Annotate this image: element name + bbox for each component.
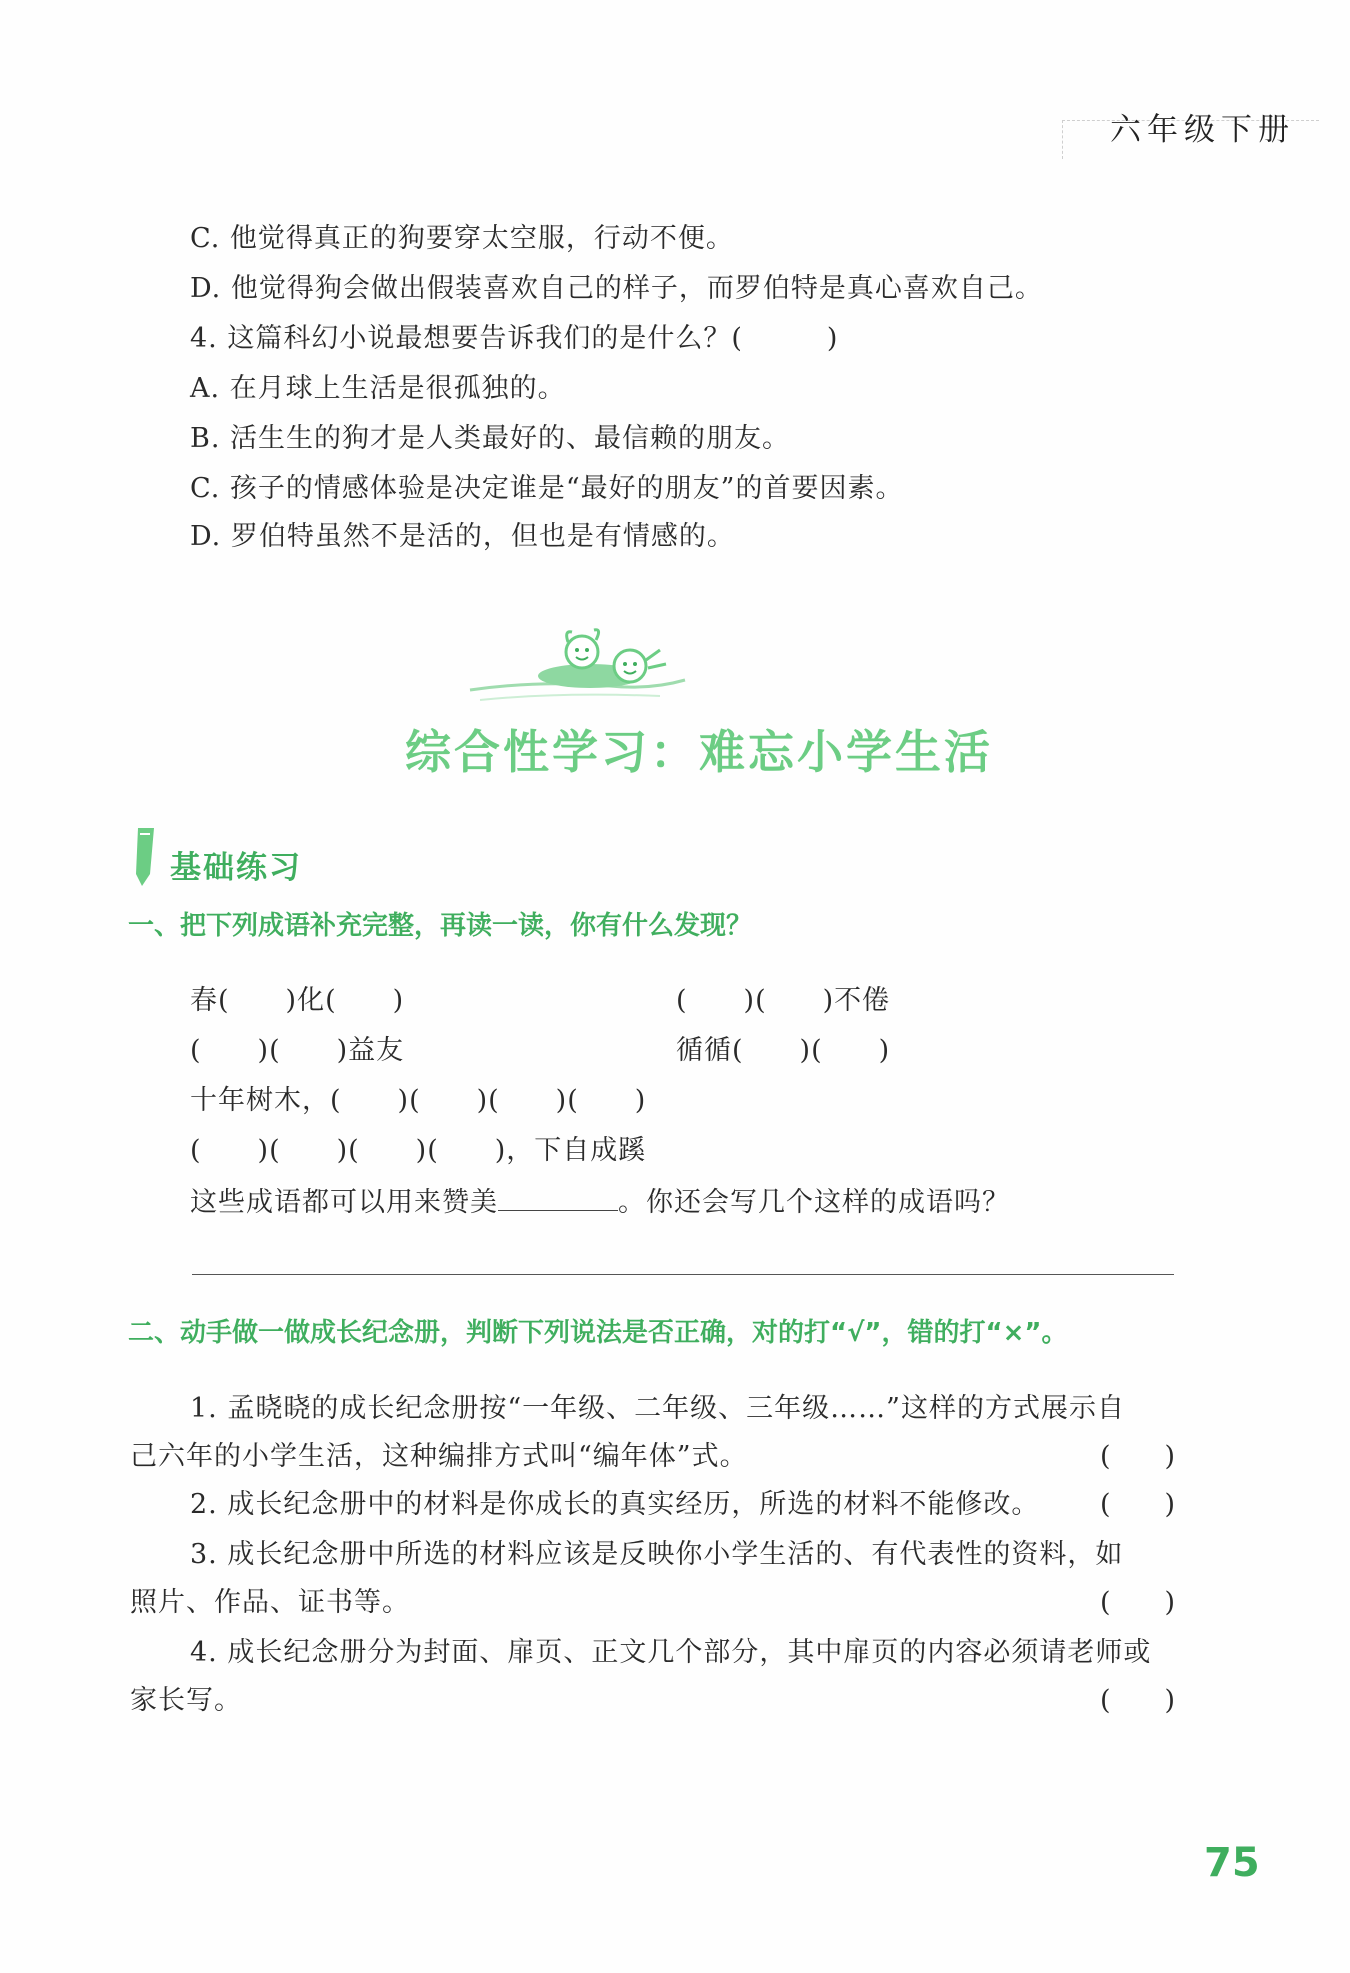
statement-3-line1: 3. 成长纪念册中所选的材料应该是反映你小学生活的、有代表性的资料，如 (190, 1539, 1124, 1570)
idiom-1: 春( )化( ) (190, 985, 405, 1016)
pencil-icon (128, 824, 158, 890)
answer-bracket-3[interactable]: ( ) (1100, 1587, 1176, 1618)
answer-bracket-1[interactable]: ( ) (1100, 1441, 1176, 1472)
children-illustration-icon (460, 620, 690, 710)
part1-prompt-before: 这些成语都可以用来赞美 (190, 1187, 498, 1218)
answer-blank[interactable] (498, 1186, 618, 1211)
statement-1-line2: 己六年的小学生活，这种编排方式叫“编年体”式。 (130, 1441, 748, 1472)
answer-bracket-4[interactable]: ( ) (1100, 1685, 1176, 1716)
unit-title: 综合性学习：难忘小学生活 (405, 725, 993, 779)
q4-option-b: B. 活生生的狗才是人类最好的、最信赖的朋友。 (190, 423, 791, 454)
q4-stem: 4. 这篇科幻小说最想要告诉我们的是什么？( ) (190, 323, 839, 354)
statement-3-line2: 照片、作品、证书等。 (130, 1587, 410, 1618)
part1-heading: 一、把下列成语补充完整，再读一读，你有什么发现？ (128, 911, 753, 941)
idiom-4: 循循( )( ) (676, 1035, 891, 1066)
part1-prompt (190, 1180, 1010, 1219)
idiom-5: 十年树木，( )( )( )( ) (190, 1085, 647, 1116)
statement-4-line2: 家长写。 (130, 1685, 242, 1716)
grade-label: 六年级下册 (1110, 112, 1295, 148)
idiom-3: ( )( )益友 (190, 1035, 405, 1066)
q4-option-a: A. 在月球上生活是很孤独的。 (190, 373, 566, 404)
q3-option-c: C. 他觉得真正的狗要穿太空服，行动不便。 (190, 223, 734, 254)
statement-4-line1: 4. 成长纪念册分为封面、扉页、正文几个部分，其中扉页的内容必须请老师或 (190, 1637, 1152, 1668)
section-title: 基础练习 (170, 850, 302, 886)
part1-prompt-after: 。你还会写几个这样的成语吗？ (618, 1187, 1010, 1218)
statement-2: 2. 成长纪念册中的材料是你成长的真实经历，所选的材料不能修改。 (190, 1489, 1040, 1520)
page-number: 75 (1204, 1840, 1260, 1886)
answer-bracket-2[interactable]: ( ) (1100, 1489, 1176, 1520)
idiom-6: ( )( )( )( )，下自成蹊 (190, 1135, 647, 1166)
q4-option-d: D. 罗伯特虽然不是活的，但也是有情感的。 (190, 521, 735, 552)
q3-option-d: D. 他觉得狗会做出假装喜欢自己的样子，而罗伯特是真心喜欢自己。 (190, 273, 1043, 304)
answer-line[interactable] (192, 1274, 1174, 1275)
statement-1-line1: 1. 孟晓晓的成长纪念册按“一年级、二年级、三年级……”这样的方式展示自 (190, 1393, 1125, 1424)
idiom-2: ( )( )不倦 (676, 985, 891, 1016)
part2-heading: 二、动手做一做成长纪念册，判断下列说法是否正确，对的打“√”，错的打“×”。 (128, 1318, 1068, 1348)
q4-option-c: C. 孩子的情感体验是决定谁是“最好的朋友”的首要因素。 (190, 473, 904, 504)
